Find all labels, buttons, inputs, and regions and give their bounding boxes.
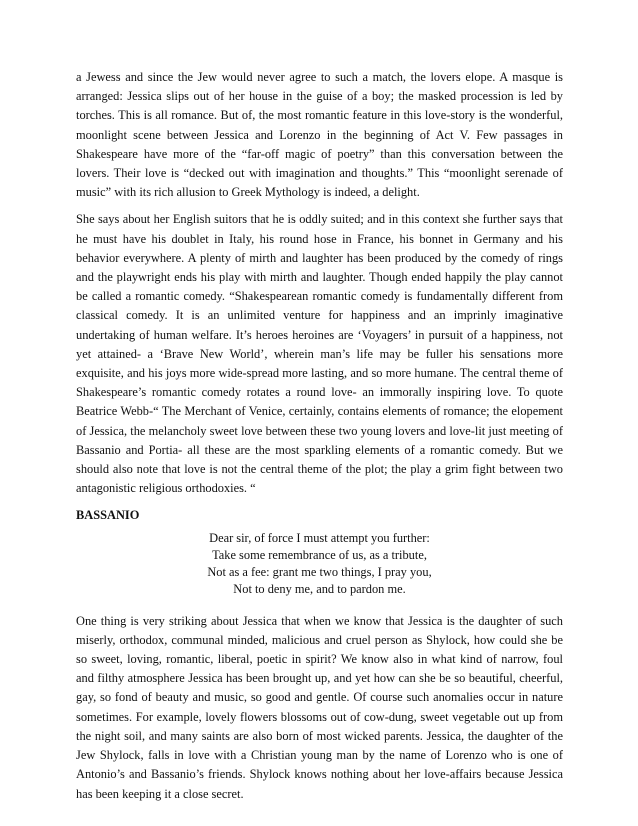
- verse-line: Dear sir, of force I must attempt you further:: [209, 530, 430, 545]
- verse-line: Not to deny me, and to pardon me.: [233, 581, 406, 596]
- verse-quote: [76, 530, 563, 598]
- paragraph-romantic-comedy: She says about her English suitors that he is oddly suited; and in this context she further says that he must have his doublet in Italy, his round hose in France, his bonnet in Germany and his behavior everywhere. A plenty of mirth and laughter has been produced by the comedy of rings and the playwright ends his play with mirth and laughter. Though ended happily the play cannot be called a romantic comedy. “Shakespearean romantic comedy is fundamentally different from classical comedy. It is an unlimited venture for happiness and an imprinly imaginative undertaking of human welfare. It’s heroes heroines are ‘Voyagers’ in pursuit of a happiness, not yet attained- a ‘Brave New World’, wherein man’s life may be fuller his sensations more exquisite, and his joys more wide-spread more lasting, and so more humane. The central theme of Shakespeare’s romantic comedy rotates a round love- an immorally inspiring love. To quote Beatrice Webb-“ The Merchant of Venice, certainly, contains elements of romance; the elopement of Jessica, the melancholy sweet love between these two young lovers and love-lit just meeting of Bassanio and Portia- all these are the most sparkling elements of a romantic comedy. But we should also note that love is not the central theme of the plot; the play a grim fight between two antagonistic religious orthodoxies. “: [76, 212, 563, 496]
- verse-line: Not as a fee: grant me two things, I pray you,: [207, 564, 432, 579]
- paragraph-romance: a Jewess and since the Jew would never agree to such a match, the lovers elope. A masque is arranged: Jessica slips out of her house in the guise of a boy; the masked procession is led by torches. This is all romance. But of, the most romantic feature in this love-story is the wonderful, moonlight scene between Jessica and Lorenzo in the beginning of Act V. Few passages in Shakespeare have more of the “far-off magic of poetry” than this conversation between the lovers. Their love is “decked out with imagination and thoughts.” This “moonlight serenade of music” with its rich allusion to Greek Mythology is indeed, a delight.: [76, 70, 563, 200]
- verse-line: Take some remembrance of us, as a tribute,: [212, 547, 427, 562]
- document-page: [76, 68, 563, 812]
- paragraph-jessica: One thing is very striking about Jessica that when we know that Jessica is the daughter of such miserly, orthodox, communal minded, malicious and cruel person as Shylock, how could she be so sweet, loving, romantic, liberal, poetic in spirit? We know also in what kind of narrow, foul and filthy atmosphere Jessica has been brought up, and yet how can she be so beautiful, cheerful, gay, so fond of beauty and music, so good and gentle. Of course such anomalies occur in nature sometimes. For example, lovely flowers blossoms out of cow-dung, sweet vegetable out up from the night soil, and many saints are also born of most wicked parents. Jessica, the daughter of the Jew Shylock, falls in love with a Christian young man by the name of Lorenzo who is one of Antonio’s and Bassanio’s friends. Shylock knows nothing about her love-affairs because Jessica has been keeping it a close secret.: [76, 613, 563, 801]
- speaker-name: BASSANIO: [76, 508, 140, 523]
